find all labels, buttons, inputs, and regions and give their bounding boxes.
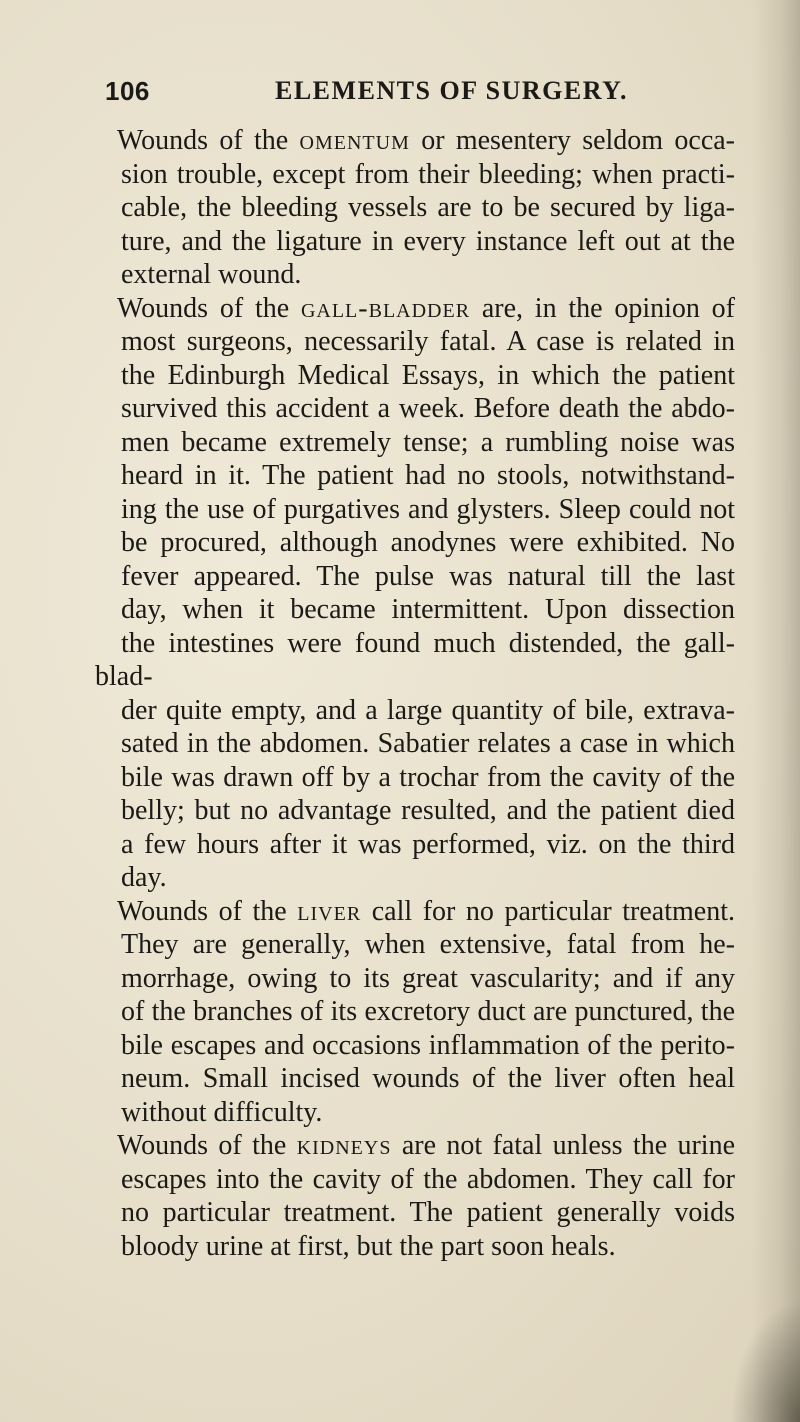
text-line: external wound. [121,259,302,290]
running-title: ELEMENTS OF SURGERY. [275,76,628,105]
text-line: heard in it. The patient had no stools, notwithstand- [121,460,735,491]
line-text: call for no particular treatment. [371,895,736,927]
text-line [95,895,735,929]
text-line: men became extremely tense; a rumbling noise was [121,426,735,458]
body-text [95,124,735,1263]
text-line: cable, the bleeding vessels are to be secured by liga- [121,192,735,223]
paragraph [95,1129,735,1263]
text-line: the Edinburgh Medical Essays, in which the patient [121,359,735,391]
running-header [105,76,665,112]
line-text: are, in the opinion of [481,292,735,324]
text-line: morrhage, owing to its great vascularity; and if any [121,962,735,994]
line-text: or mesentery seldom occa- [421,125,735,156]
text-line: without difficulty. [121,1096,323,1128]
text-line: most surgeons, necessarily fatal. A case is related in [121,326,735,357]
text-line: fever appeared. The pulse was natural till the last [121,560,735,592]
text-line: survived this accident a week. Before death the abdo- [121,393,735,424]
paragraph-lead: Wounds of the [117,1130,287,1161]
paragraph [95,895,735,1130]
text-line: escapes into the cavity of the abdomen. They call for [121,1163,735,1195]
text-line: of the branches of its excretory duct are punctured, the [121,996,735,1027]
text-line [95,1129,735,1163]
text-line: neum. Small incised wounds of the liver often heal [121,1063,735,1094]
page-edge-shadow [752,0,800,1422]
text-line: a few hours after it was performed, viz. on the third [121,828,735,860]
text-line: sion trouble, except from their bleeding; when practi- [121,158,735,190]
page-stain [730,1300,800,1422]
text-line: the intestines were found much distended, the gall-blad- [95,627,735,692]
text-line: day. [121,862,167,893]
paragraph-lead: Wounds of the [117,895,287,927]
page-number: 106 [105,76,150,106]
text-line: bloody urine at first, but the part soon heals. [121,1230,616,1262]
paragraph-lead: Wounds of the [117,292,290,324]
text-line [95,124,735,158]
paragraph [95,292,735,895]
text-line: ing the use of purgatives and glysters. Sleep could not [121,493,735,525]
organ-keyword: omentum [299,125,410,156]
text-line: ture, and the ligature in every instance left out at the [121,225,735,257]
text-line: sated in the abdomen. Sabatier relates a case in which [121,728,735,759]
text-line: belly; but no advantage resulted, and the patient died [121,795,735,826]
text-line: be procured, although anodynes were exhibited. No [121,527,735,558]
paragraph [95,124,735,292]
text-line: day, when it became intermittent. Upon dissection [121,594,735,625]
organ-keyword: kidneys [296,1130,392,1161]
paragraph-lead: Wounds of the [117,125,289,156]
organ-keyword: liver [297,895,362,927]
text-line: no particular treatment. The patient generally voids [121,1197,735,1228]
organ-keyword: gall-bladder [300,292,471,324]
text-line: bile escapes and occasions inflammation of the perito- [121,1029,735,1061]
text-line: They are generally, when extensive, fatal from he- [121,929,735,960]
text-line [95,292,735,326]
text-line: der quite empty, and a large quantity of bile, extrava- [121,694,735,726]
text-line: bile was drawn off by a trochar from the cavity of the [121,761,735,793]
line-text: are not fatal unless the urine [401,1130,736,1161]
